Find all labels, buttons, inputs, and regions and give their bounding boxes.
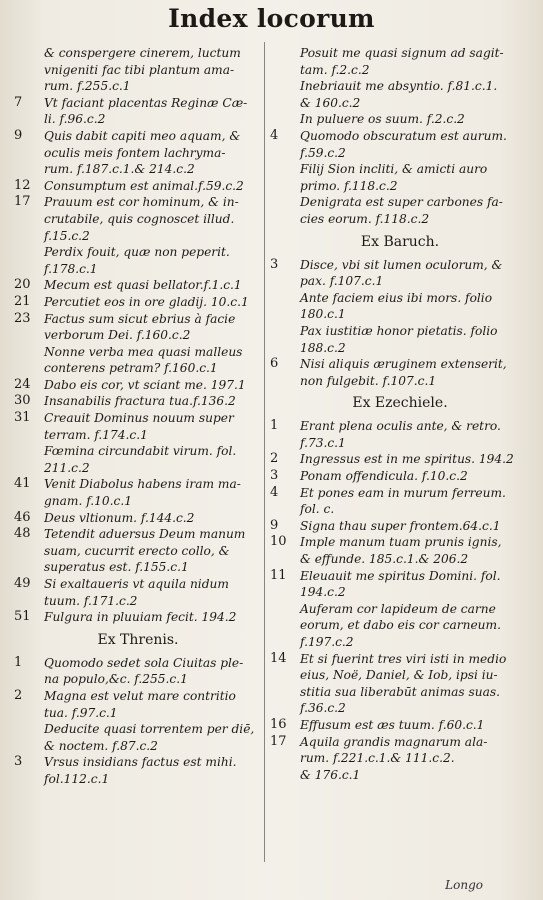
chapter-number: 11 (270, 567, 287, 583)
chapter-number: 6 (270, 356, 279, 372)
entry-line: suam, cucurrit erecto collo, & (44, 543, 230, 558)
entry-line: Si exaltaueris vt aquila nidum (44, 577, 229, 591)
entry-line: Venit Diabolus habens iram ma- (44, 477, 241, 492)
index-entry (270, 290, 530, 323)
entry-line: stitia sua liberabūt animas suas. (300, 684, 501, 699)
entry-line: Ingressus est in me spiritus. 194.2 (300, 452, 514, 467)
entry-line: Erant plena oculis ante, & retro. (300, 419, 501, 434)
entry-line: Eleuauit me spiritus Domini. fol. (300, 568, 501, 583)
entry-line: 194.c.2 (300, 585, 346, 600)
index-entry (270, 451, 530, 468)
chapter-number: 2 (14, 687, 23, 703)
chapter-number: 10 (270, 534, 287, 550)
entry-line: Consumptum est animal.f.59.c.2 (44, 178, 244, 193)
entry-line: & effunde. 185.c.1.& 206.2 (300, 552, 469, 567)
page-title: Index locorum (168, 4, 375, 33)
entry-line: Dabo eis cor, vt sciant me. 197.1 (44, 377, 246, 392)
entry-line: Ponam offendicula. f.10.c.2 (300, 469, 468, 484)
entry-line: Insanabilis fractura tua.f.136.2 (44, 394, 236, 409)
entry-line: Deus vltionum. f.144.c.2 (44, 510, 195, 525)
entry-line: tua. f.97.c.1 (44, 705, 118, 720)
chapter-number: 49 (14, 576, 31, 591)
index-entry (270, 194, 530, 227)
index-entry (14, 344, 262, 377)
index-entry (14, 377, 262, 394)
index-entry (14, 294, 262, 311)
index-entry (14, 526, 262, 576)
index-entry (14, 244, 262, 277)
index-entry (14, 476, 262, 509)
index-entry (14, 178, 262, 195)
entry-line: cies eorum. f.118.c.2 (300, 211, 430, 226)
index-entry (270, 257, 530, 290)
catchword: Longo (445, 878, 483, 892)
index-entry (270, 323, 530, 356)
entry-line: rum. f.187.c.1.& 214.c.2 (44, 162, 195, 177)
entry-line: Et pones eam in murum ferreum. (300, 485, 506, 500)
chapter-number: 31 (14, 410, 31, 426)
entry-line: Signa thau super frontem.64.c.1 (300, 518, 501, 533)
entry-line: Filij Sion incliti, & amicti auro (300, 162, 488, 177)
entry-line: Tetendit aduersus Deum manum (44, 527, 246, 542)
entry-line: f.178.c.1 (44, 261, 98, 276)
index-entry (14, 721, 262, 754)
entry-line: In puluere os suum. f.2.c.2 (300, 112, 465, 127)
entry-line: 180.c.1 (300, 307, 346, 322)
entry-line: non fulgebit. f.107.c.1 (300, 373, 437, 388)
chapter-number: 4 (270, 127, 279, 143)
chapter-number: 3 (270, 468, 279, 484)
chapter-number: 9 (270, 517, 279, 533)
chapter-number: 14 (270, 650, 287, 666)
entry-line: terram. f.174.c.1 (44, 427, 148, 442)
chapter-number: 17 (270, 733, 287, 749)
index-entry (270, 601, 530, 651)
left-column (14, 45, 262, 890)
chapter-number: 20 (14, 277, 31, 293)
entry-line: Ante faciem eius ibi mors. folio (300, 290, 493, 305)
index-entry (270, 534, 530, 567)
entry-line: f.36.c.2 (300, 701, 346, 716)
chapter-number: 1 (270, 418, 279, 434)
index-entry (14, 410, 262, 443)
index-entry (270, 568, 530, 601)
entry-line: & conspergere cinerem, luctum (44, 46, 241, 60)
entry-line: fol.112.c.1 (44, 771, 110, 786)
chapter-number: 48 (14, 526, 31, 542)
entry-line: tuum. f.171.c.2 (44, 593, 138, 608)
entry-line: Factus sum sicut ebrius à facie (44, 311, 236, 326)
entry-line: superatus est. f.155.c.1 (44, 560, 189, 575)
index-entry (14, 194, 262, 244)
entry-line: Perdix fouit, quæ non peperit. (44, 245, 230, 260)
chapter-number: 3 (14, 754, 23, 770)
entry-line: Deducite quasi torrentem per diē, (44, 722, 255, 737)
entry-line: & 160.c.2 (300, 95, 361, 110)
index-entry (14, 45, 262, 95)
chapter-number: 51 (14, 609, 31, 625)
entry-line: 188.c.2 (300, 340, 346, 355)
index-entry (270, 734, 530, 784)
index-entry (270, 485, 530, 518)
chapter-number: 12 (14, 177, 31, 193)
chapter-number: 9 (14, 127, 23, 143)
entry-line: Denigrata est super carbones fa- (300, 195, 503, 210)
section-heading: Ex Baruch. (360, 233, 440, 250)
index-entry (14, 510, 262, 527)
entry-line: & 176.c.1 (300, 767, 361, 782)
entry-line: Percutiet eos in ore gladij. 10.c.1 (44, 294, 249, 309)
entry-line: conterens petram? f.160.c.1 (44, 361, 218, 376)
index-entry (270, 45, 530, 78)
entry-line: Quomodo sedet sola Ciuitas ple- (44, 655, 244, 670)
entry-line: crutabile, quis cognoscet illud. (44, 211, 235, 226)
entry-line: Fulgura in pluuiam fecit. 194.2 (44, 610, 237, 625)
chapter-number: 16 (270, 716, 287, 732)
index-entry (14, 311, 262, 344)
entry-line: Nisi aliquis æruginem extenserit, (300, 357, 507, 372)
index-entry (270, 418, 530, 451)
entry-line: Creauit Dominus nouum super (44, 411, 234, 426)
chapter-number: 2 (270, 451, 279, 467)
entry-line: f.73.c.1 (300, 435, 346, 450)
entry-line: Inebriauit me absyntio. f.81.c.1. (300, 79, 498, 94)
entry-line: Vt faciant placentas Reginæ Cæ- (44, 95, 248, 110)
index-entry (14, 95, 262, 128)
index-entry (14, 443, 262, 476)
chapter-number: 1 (14, 654, 23, 670)
chapter-number: 21 (14, 293, 31, 309)
index-entry (270, 111, 530, 128)
entry-line: Nonne verba mea quasi malleus (44, 344, 243, 359)
entry-line: rum. f.221.c.1.& 111.c.2. (300, 751, 455, 766)
chapter-number: 46 (14, 509, 31, 525)
entry-line: vnigeniti fac tibi plantum ama- (44, 62, 235, 77)
chapter-number: 3 (270, 256, 279, 272)
entry-line: eorum, et dabo eis cor carneum. (300, 618, 501, 633)
index-entry (270, 468, 530, 485)
index-entry (14, 393, 262, 410)
entry-line: Auferam cor lapideum de carne (300, 601, 496, 616)
index-entry (270, 651, 530, 717)
entry-line: f.59.c.2 (300, 145, 346, 160)
entry-line: pax. f.107.c.1 (300, 274, 384, 289)
entry-line: Disce, vbi sit lumen oculorum, & (300, 257, 503, 272)
entry-line: Quis dabit capiti meo aquam, & (44, 128, 241, 143)
entry-line: Prauum est cor hominum, & in- (44, 195, 239, 210)
entry-line: tam. f.2.c.2 (300, 62, 370, 77)
column-divider (264, 42, 265, 862)
chapter-number: 30 (14, 393, 31, 409)
entry-line: f.197.c.2 (300, 635, 354, 649)
entry-line: 211.c.2 (44, 460, 90, 475)
entry-line: Imple manum tuam prunis ignis, (300, 535, 502, 550)
entry-line: Aquila grandis magnarum ala- (300, 734, 488, 749)
entry-line: Pax iustitiæ honor pietatis. folio (300, 323, 498, 338)
index-entry (270, 78, 530, 111)
entry-line: Quomodo obscuratum est aurum. (300, 128, 507, 143)
index-entry (14, 754, 262, 787)
chapter-number: 4 (270, 484, 279, 500)
index-entry (14, 688, 262, 721)
entry-line: fol. c. (300, 502, 335, 517)
index-entry (14, 128, 262, 178)
entry-line: Vrsus insidians factus est mihi. (44, 755, 237, 770)
chapter-number: 41 (14, 476, 31, 492)
chapter-number: 23 (14, 310, 31, 326)
entry-line: rum. f.255.c.1 (44, 79, 131, 94)
index-entry (14, 655, 262, 688)
entry-line: & noctem. f.87.c.2 (44, 738, 158, 753)
chapter-number: 24 (14, 376, 31, 392)
index-entry (14, 277, 262, 294)
entry-line: primo. f.118.c.2 (300, 178, 398, 193)
index-entry (270, 128, 530, 161)
entry-line: Magna est velut mare contritio (44, 688, 236, 703)
index-entry (270, 161, 530, 194)
section-heading: Ex Ezechiele. (352, 395, 448, 412)
index-entry (270, 717, 530, 734)
entry-line: verborum Dei. f.160.c.2 (44, 328, 191, 343)
entry-line: li. f.96.c.2 (44, 112, 106, 127)
entry-line: Mecum est quasi bellator.f.1.c.1 (44, 278, 242, 293)
entry-line: Et si fuerint tres viri isti in medio (300, 651, 507, 666)
entry-line: oculis meis fontem lachryma- (44, 145, 226, 160)
index-entry (270, 356, 530, 389)
entry-line: f.15.c.2 (44, 228, 90, 243)
index-entry (14, 576, 262, 609)
index-entry (270, 518, 530, 535)
entry-line: Posuit me quasi signum ad sagit- (300, 46, 504, 60)
entry-line: na populo,&c. f.255.c.1 (44, 672, 188, 687)
entry-line: Fœmina circundabit virum. fol. (44, 444, 237, 459)
chapter-number: 7 (14, 94, 23, 110)
section-heading: Ex Threnis. (97, 631, 179, 648)
index-entry (14, 609, 262, 626)
entry-line: gnam. f.10.c.1 (44, 494, 133, 509)
entry-line: eius, Noë, Daniel, & Iob, ipsi iu- (300, 668, 498, 683)
chapter-number: 17 (14, 194, 31, 210)
right-column (270, 45, 530, 890)
entry-line: Effusum est æs tuum. f.60.c.1 (300, 717, 485, 732)
